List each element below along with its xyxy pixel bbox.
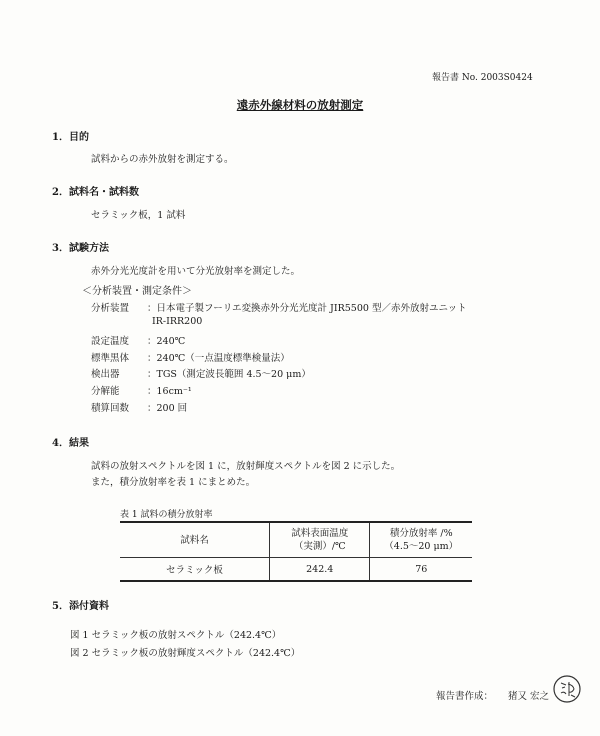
results-text-line-2: また，積分放射率を表 1 にまとめた。 (91, 477, 256, 488)
table-caption: 表 1 試料の積分放射率 (120, 510, 213, 520)
conditions-heading: ＜分析装置・測定条件＞ (82, 286, 192, 297)
cell-emissivity: 76 (370, 558, 472, 582)
condition-value: ：200 回 (147, 403, 188, 414)
results-text-line-1: 試料の放射スペクトルを図 1 に，放射輝度スペクトルを図 2 に示した。 (91, 461, 401, 472)
condition-value: ：日本電子製フーリエ変換赤外分光光度計 JIR5500 型／赤外放射ユニット (147, 303, 467, 314)
section-results-heading: 4．結果 (52, 438, 89, 449)
header-surface-temp (270, 522, 370, 558)
table-row (120, 558, 472, 582)
author-name: 猪又 宏之 (508, 691, 550, 702)
author-label: 報告書作成： (436, 691, 494, 702)
section-method-text: 赤外分光光度計を用いて分光放射率を測定した。 (91, 266, 301, 277)
report-title-text: 遠赤外線材料の放射測定 (236, 98, 364, 112)
header-sample-name: 試料名 (180, 534, 209, 546)
condition-value: ：240℃ (147, 336, 186, 347)
section-samples-text: セラミック板，1 試料 (91, 210, 186, 221)
header-integrated-emissivity (370, 522, 472, 558)
condition-value: ：240℃（一点温度標準検量法） (147, 353, 290, 364)
cell-sample-name: セラミック板 (166, 565, 223, 576)
hanko-seal-icon (552, 674, 582, 704)
section-purpose-text: 試料からの赤外放射を測定する。 (91, 154, 234, 165)
condition-value: ：TGS（測定波長範囲 4.5〜20 μm） (147, 369, 311, 380)
emissivity-table (120, 521, 472, 582)
condition-label: 検出器 (91, 369, 120, 380)
report-title (0, 97, 600, 113)
header-emissivity-line-2: （4.5〜20 μm） (384, 541, 459, 552)
section-attachments-heading: 5．添付資料 (52, 601, 109, 612)
attachment-item: 図 1 セラミック板の放射スペクトル（242.4℃） (70, 630, 282, 641)
condition-label: 設定温度 (91, 336, 130, 347)
table-header-row (120, 522, 472, 558)
condition-value: IR-IRR200 (152, 316, 203, 327)
header-surface-temp-line-2: （実測）/℃ (293, 541, 346, 552)
section-method-heading: 3．試験方法 (52, 243, 109, 254)
condition-label: 標準黒体 (91, 353, 130, 364)
condition-value: ：16cm⁻¹ (147, 386, 192, 397)
header-surface-temp-line-1: 試料表面温度 (291, 528, 349, 539)
section-purpose-heading: 1．目的 (52, 132, 89, 143)
attachment-item: 図 2 セラミック板の放射輝度スペクトル（242.4℃） (70, 648, 301, 659)
condition-label: 積算回数 (91, 403, 130, 414)
cell-surface-temp: 242.4 (270, 558, 370, 582)
report-number: 報告書 No. 2003S0424 (432, 73, 533, 83)
section-samples-heading: 2．試料名・試料数 (52, 187, 139, 198)
condition-label: 分解能 (91, 386, 120, 397)
condition-label: 分析装置 (91, 303, 130, 314)
header-emissivity-line-1: 積分放射率 /% (389, 528, 453, 539)
